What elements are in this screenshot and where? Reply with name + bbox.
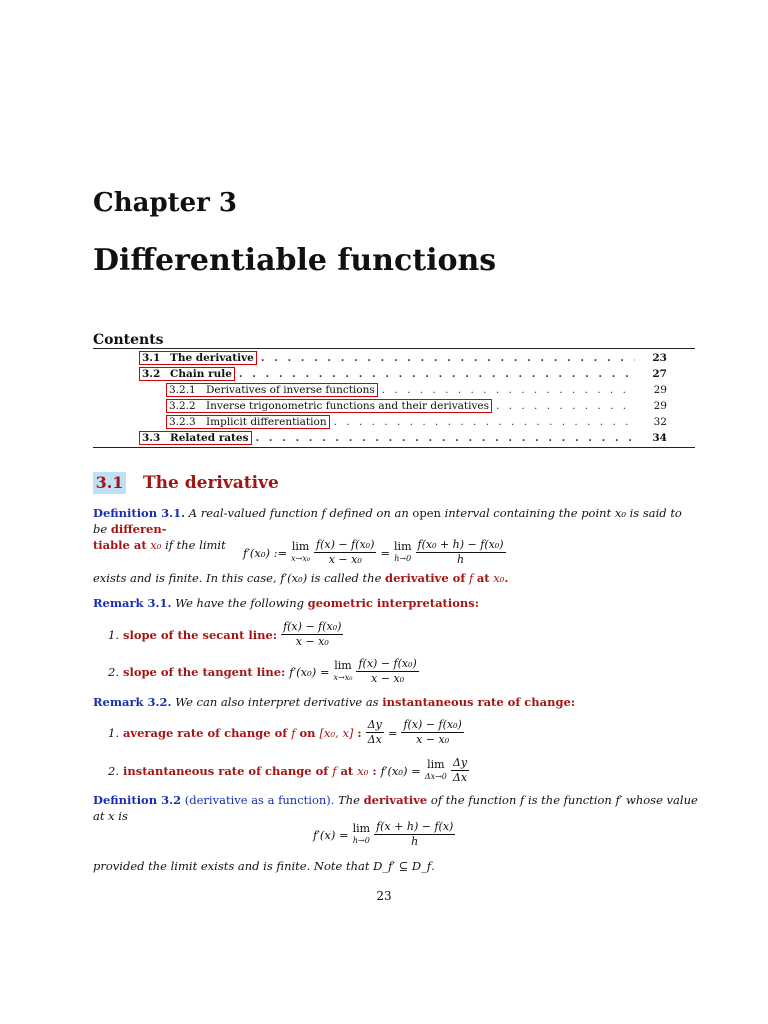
remark-3-2	[93, 694, 698, 710]
equals-sign: =	[380, 545, 391, 560]
chapter-title: Differentiable functions	[93, 243, 497, 278]
def-text: defined on an	[329, 506, 409, 520]
toc-number: 3.2.2	[169, 400, 196, 412]
toc-title: The derivative	[170, 352, 254, 364]
toc-entry-3-2-2[interactable]	[166, 398, 667, 414]
toc-leader	[496, 398, 635, 414]
defined-term: derivative	[363, 793, 428, 807]
equals-sign: =	[387, 725, 398, 740]
defined-term: at	[476, 571, 490, 585]
toc-entry-3-2-1[interactable]	[166, 382, 667, 398]
item-number: 1.	[108, 627, 119, 642]
limit-operator: lim Δx→0	[424, 757, 447, 781]
period: .	[431, 859, 435, 873]
item-label: slope of the tangent line:	[122, 664, 286, 679]
contents-heading: Contents	[93, 332, 164, 348]
toc-page: 32	[653, 416, 667, 428]
contents-bottom-rule	[93, 447, 695, 448]
contents-top-rule	[93, 348, 695, 349]
toc-link-box[interactable]	[139, 431, 252, 445]
fraction: $\frac{\text{f(x) − f(x₀)}}{\text{x − x₀}}$	[316, 538, 375, 566]
def-text: if the limit	[165, 538, 226, 552]
item-number: 2.	[108, 664, 119, 679]
limit-operator: lim x→x₀	[291, 539, 311, 563]
toc-page: 29	[653, 400, 667, 412]
toc-leader	[334, 414, 635, 430]
toc-number: 3.3	[142, 432, 161, 444]
text: We can also interpret derivative as	[175, 695, 379, 709]
math-f: f	[291, 725, 296, 740]
toc-title: Related rates	[170, 432, 249, 444]
text: of the function	[430, 793, 517, 807]
toc-page: 29	[653, 384, 667, 396]
fraction: $\frac{\Delta y}{\Delta x}$	[367, 718, 382, 746]
fraction: $\frac{\Delta y}{\Delta x}$	[452, 756, 468, 784]
fraction: $\frac{\text{f(x) − f(x₀)}}{\text{x − x₀}}$	[403, 718, 462, 746]
toc-link-box[interactable]	[139, 367, 235, 381]
colon: :	[372, 763, 377, 778]
eq-lhs: f′(x₀) =	[380, 763, 421, 778]
math-f: f	[520, 793, 525, 807]
toc-title: Implicit differentiation	[206, 416, 327, 428]
chapter-label: Chapter 3	[93, 188, 238, 218]
toc-leader	[256, 430, 635, 446]
item-label: on	[299, 725, 316, 740]
def-text: interval containing the point	[444, 506, 612, 520]
text: whose value at	[93, 793, 698, 823]
fraction: $\frac{\text{f(x) − f(x₀)}}{\text{x − x₀}}$	[358, 657, 417, 685]
section-number: 3.1	[93, 472, 126, 494]
toc-page: 27	[652, 368, 667, 380]
defined-term: instantaneous rate of change:	[382, 695, 576, 709]
math-f: f	[332, 763, 337, 778]
defined-term: geometric interpretations:	[307, 596, 479, 610]
text: provided the limit exists and is finite. Note that	[93, 859, 370, 873]
toc-number: 3.2	[142, 368, 161, 380]
item-number: 1.	[108, 725, 119, 740]
remark-label: Remark 3.1.	[93, 596, 172, 610]
remark-3-1	[93, 595, 698, 611]
toc-link-box[interactable]	[166, 415, 330, 429]
colon: :	[357, 725, 362, 740]
definition-subtitle: (derivative as a function).	[184, 793, 335, 807]
fraction: $\frac{\text{f(x₀ + h) − f(x₀)}}{h}$	[417, 538, 504, 566]
derivative-limit-equation	[243, 538, 506, 567]
section-title: The derivative	[143, 473, 279, 493]
definition-label: Definition 3.2	[93, 793, 182, 807]
toc-title: Chain rule	[170, 368, 232, 380]
math-fprime-x0: f′(x₀)	[280, 571, 308, 585]
text: is the function	[527, 793, 612, 807]
text: We have the following	[175, 596, 305, 610]
item-label: average rate of change of	[122, 725, 288, 740]
toc-number: 3.1	[142, 352, 161, 364]
item-label: at	[340, 763, 354, 778]
defined-term: differen-	[110, 522, 167, 536]
math-x0: x₀	[357, 763, 369, 778]
math-fprime: f′	[615, 793, 623, 807]
toc-title: Derivatives of inverse functions	[206, 384, 375, 396]
toc-entry-3-3[interactable]	[139, 430, 667, 446]
fraction: $\frac{f(x + h) - f(x)}{h}$	[376, 820, 454, 848]
definition-label: Definition 3.1.	[93, 506, 186, 520]
text: The	[338, 793, 360, 807]
math-x0: x₀	[150, 538, 162, 552]
math-interval: [x₀, x]	[319, 725, 354, 740]
math-f: f	[321, 506, 326, 520]
fraction: $\frac{\text{f(x) − f(x₀)}}{\text{x − x₀}}$	[283, 620, 342, 648]
derivative-definition-sentence	[93, 570, 698, 586]
toc-title: Inverse trigonometric functions and their derivatives	[206, 400, 490, 412]
math-domain-inclusion: D_f′ ⊆ D_f	[373, 859, 432, 873]
item-label: instantaneous rate of change of	[122, 763, 329, 778]
toc-link-box[interactable]	[139, 351, 257, 365]
def-text: A real-valued function	[188, 506, 318, 520]
remark-3-1-item-1	[108, 620, 343, 649]
defined-term: derivative of	[385, 571, 466, 585]
toc-leader	[261, 350, 635, 366]
toc-number: 3.2.1	[169, 384, 196, 396]
provided-sentence	[93, 858, 698, 874]
derivative-function-equation	[313, 820, 455, 849]
period: .	[504, 571, 509, 585]
toc-link-box[interactable]	[166, 399, 492, 413]
toc-link-box[interactable]	[166, 383, 378, 397]
text: exists and is finite. In this case,	[93, 571, 277, 585]
toc-leader	[382, 382, 635, 398]
text: is called the	[310, 571, 382, 585]
limit-operator: lim h→0	[352, 821, 371, 845]
eq-lhs: f′(x₀) :=	[243, 545, 288, 560]
toc-entry-3-2[interactable]	[139, 366, 667, 382]
text: is	[118, 809, 128, 823]
defined-term: tiable at	[93, 538, 147, 552]
limit-operator: lim h→0	[394, 539, 412, 563]
remark-label: Remark 3.2.	[93, 695, 172, 709]
math-x: x	[108, 809, 115, 823]
math-x0: x₀	[614, 506, 626, 520]
eq-lhs: f′(x₀) =	[289, 664, 330, 679]
remark-3-2-item-1	[108, 718, 464, 747]
limit-operator: lim x→x₀	[333, 658, 353, 682]
toc-number: 3.2.3	[169, 416, 196, 428]
item-number: 2.	[108, 763, 119, 778]
toc-entry-3-1[interactable]	[139, 350, 667, 366]
def-text: is said to be	[93, 506, 682, 536]
toc-page: 34	[652, 432, 667, 444]
toc-page: 23	[652, 352, 667, 364]
math-f: f	[468, 571, 474, 585]
item-label: slope of the secant line:	[122, 627, 278, 642]
toc-leader	[239, 366, 635, 382]
def-open-word: open	[412, 506, 441, 520]
remark-3-2-item-2	[108, 756, 469, 785]
toc-entry-3-2-3[interactable]	[166, 414, 667, 430]
page-number: 23	[376, 889, 392, 903]
eq-lhs: f′(x) =	[313, 827, 349, 842]
remark-3-1-item-2	[108, 657, 419, 686]
math-x0: x₀	[493, 571, 505, 585]
